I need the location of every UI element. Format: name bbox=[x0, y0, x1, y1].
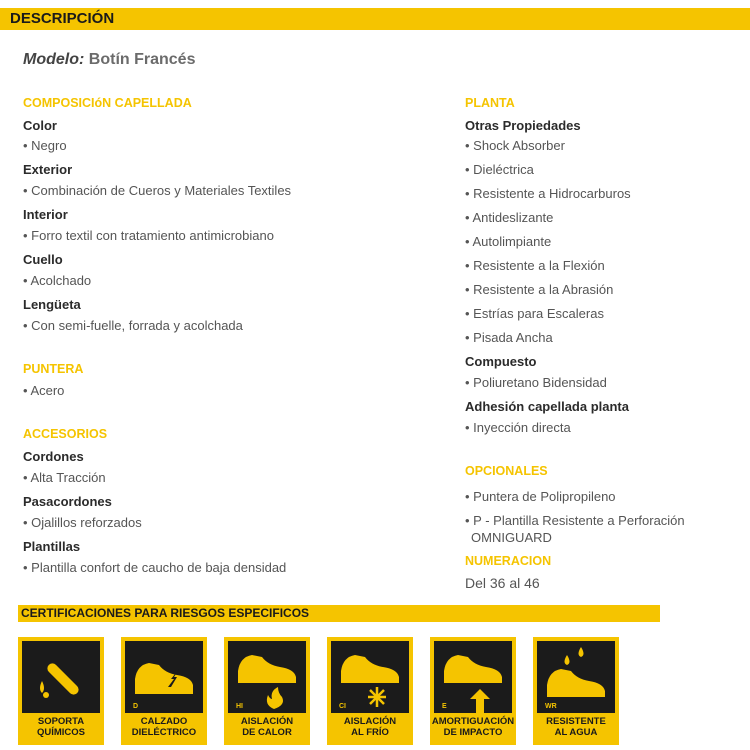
spec-heading: Pasacordones bbox=[23, 494, 112, 509]
spec-heading: Exterior bbox=[23, 162, 73, 177]
cert-code: WR bbox=[545, 703, 557, 710]
spec-item: • Poliuretano Bidensidad bbox=[465, 375, 607, 390]
cert-code: CI bbox=[339, 703, 346, 710]
cert-code: E bbox=[442, 703, 447, 710]
spec-heading: Plantillas bbox=[23, 539, 81, 554]
spec-item: • Estrías para Escaleras bbox=[465, 306, 604, 321]
section-composicion: COMPOSICIóN CAPELLADA bbox=[23, 96, 192, 110]
cold-shoe-icon bbox=[331, 641, 409, 713]
spec-heading: Interior bbox=[23, 207, 68, 222]
model-line bbox=[23, 51, 195, 69]
cert-code: HI bbox=[236, 703, 243, 710]
spec-heading: Adhesión capellada planta bbox=[465, 399, 629, 414]
spec-heading: Cuello bbox=[23, 252, 63, 267]
spec-item: • Plantilla confort de caucho de baja densidad bbox=[23, 560, 287, 575]
cert-badge-chemicals bbox=[18, 637, 104, 745]
spec-item: • Antideslizante bbox=[465, 210, 554, 225]
cert-label: SOPORTA QUÍMICOS bbox=[36, 716, 86, 738]
spec-item: • Con semi-fuelle, forrada y acolchada bbox=[23, 318, 243, 333]
cert-badge-heat bbox=[224, 637, 310, 745]
dielectric-shoe-icon bbox=[125, 641, 203, 713]
cert-badge-impact bbox=[430, 637, 516, 745]
section-planta: PLANTA bbox=[465, 96, 515, 110]
spec-item: • Ojalillos reforzados bbox=[23, 515, 142, 530]
cert-code: D bbox=[133, 703, 139, 710]
spec-item: • Dieléctrica bbox=[465, 162, 534, 177]
cert-label: CALZADO DIELÉCTRICO bbox=[131, 716, 197, 738]
section-opcionales: OPCIONALES bbox=[465, 464, 548, 478]
spec-item: • Acero bbox=[23, 383, 65, 398]
spec-item: • Resistente a Hidrocarburos bbox=[465, 186, 631, 201]
cert-label: AISLACIÓN AL FRÍO bbox=[343, 716, 397, 738]
cert-label: AMORTIGUACIÓN DE IMPACTO bbox=[431, 716, 515, 738]
spec-item: • Combinación de Cueros y Materiales Textiles bbox=[23, 183, 292, 198]
size-range: Del 36 al 46 bbox=[465, 575, 540, 591]
model-value: Botín Francés bbox=[88, 51, 196, 68]
cert-badge-dielectric bbox=[121, 637, 207, 745]
certifications-title-bar: CERTIFICACIONES PARA RIESGOS ESPECIFICOS bbox=[18, 605, 660, 622]
section-puntera: PUNTERA bbox=[23, 362, 84, 376]
water-shoe-icon bbox=[537, 641, 615, 713]
section-numeracion: NUMERACION bbox=[465, 554, 552, 568]
cert-label: AISLACIÓN DE CALOR bbox=[240, 716, 294, 738]
section-title-bar: DESCRIPCIÓN bbox=[0, 8, 750, 30]
spec-item: • Negro bbox=[23, 138, 67, 153]
spec-item: • Acolchado bbox=[23, 273, 92, 288]
spec-item: • Inyección directa bbox=[465, 420, 571, 435]
cert-badge-cold bbox=[327, 637, 413, 745]
chemical-icon bbox=[22, 641, 100, 713]
spec-item: OMNIGUARD bbox=[471, 530, 552, 545]
spec-item: • Pisada Ancha bbox=[465, 330, 553, 345]
heat-shoe-icon bbox=[228, 641, 306, 713]
spec-item: • Forro textil con tratamiento antimicrobiano bbox=[23, 228, 274, 243]
spec-heading: Cordones bbox=[23, 449, 84, 464]
spec-item: • P - Plantilla Resistente a Perforación bbox=[465, 513, 685, 528]
impact-shoe-icon bbox=[434, 641, 512, 713]
section-accesorios: ACCESORIOS bbox=[23, 427, 108, 441]
spec-item: • Resistente a la Abrasión bbox=[465, 282, 614, 297]
spec-heading: Color bbox=[23, 118, 57, 133]
spec-heading: Lengüeta bbox=[23, 297, 81, 312]
spec-item: • Puntera de Polipropileno bbox=[465, 489, 616, 504]
spec-heading: Compuesto bbox=[465, 354, 537, 369]
spec-item: • Autolimpiante bbox=[465, 234, 552, 249]
model-label: Modelo: bbox=[23, 51, 85, 68]
spec-item: • Shock Absorber bbox=[465, 138, 565, 153]
spec-heading: Otras Propiedades bbox=[465, 118, 581, 133]
spec-item: • Alta Tracción bbox=[23, 470, 106, 485]
cert-label: RESISTENTE AL AGUA bbox=[546, 716, 606, 738]
spec-item: • Resistente a la Flexión bbox=[465, 258, 605, 273]
cert-badge-water bbox=[533, 637, 619, 745]
